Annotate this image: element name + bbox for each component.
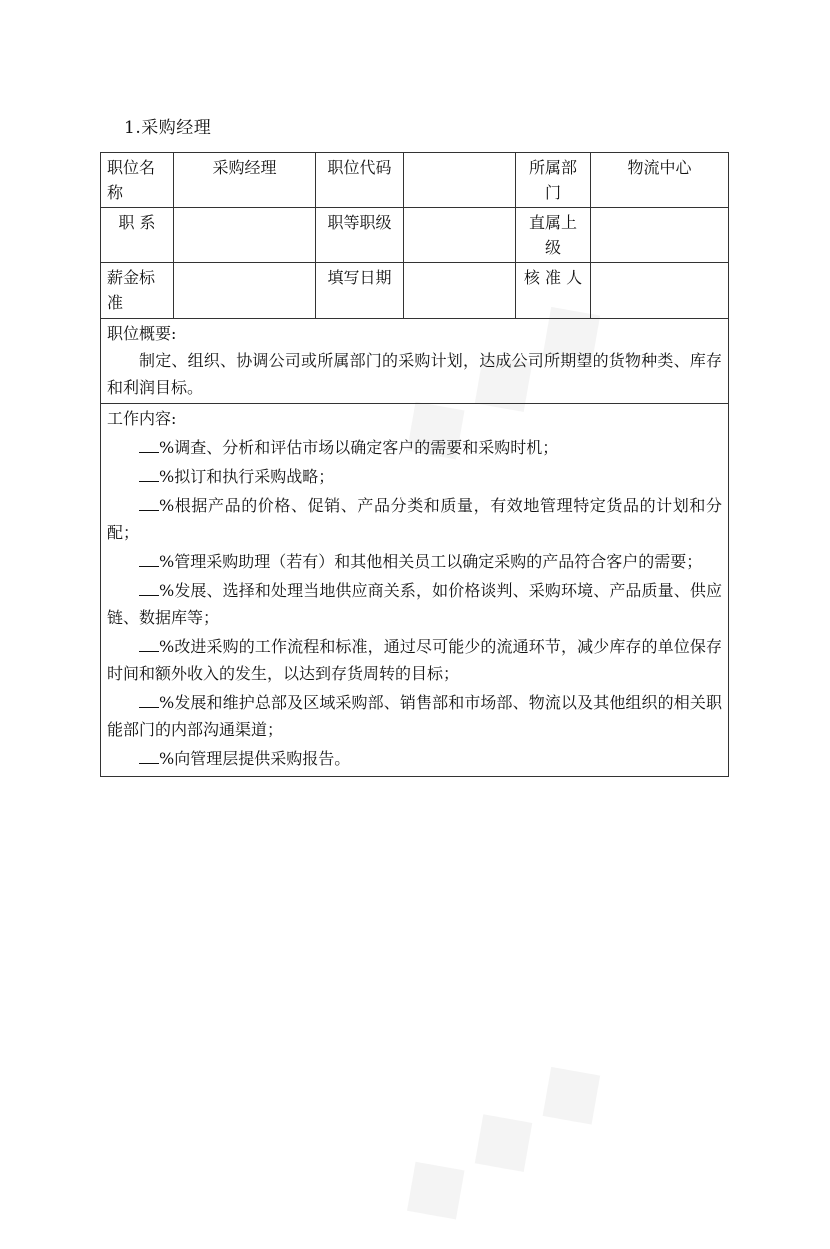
table-row — [101, 263, 729, 319]
duty-item — [107, 492, 722, 546]
table-row — [101, 153, 729, 208]
duty-text: %根据产品的价格、促销、产品分类和质量，有效地管理特定货品的计划和分配； — [107, 496, 722, 542]
fill-blank — [139, 749, 159, 764]
label-approver: 核 准 人 — [516, 263, 591, 319]
page-title: 1.采购经理 — [124, 118, 212, 138]
duty-text: %改进采购的工作流程和标准，通过尽可能少的流通环节，减少库存的单位保存时间和额外收入的发生，以达到存货周转的目标； — [107, 637, 722, 683]
label-fill-date: 填写日期 — [316, 263, 404, 319]
label-salary-standard: 薪金标准 — [101, 263, 174, 319]
duty-item — [107, 434, 722, 461]
label-direct-supervisor: 直属上级 — [516, 208, 591, 263]
duties-label: 工作内容: — [107, 409, 177, 428]
duty-item — [107, 463, 722, 490]
value-job-family — [174, 208, 316, 263]
duty-text: %管理采购助理（若有）和其他相关员工以确定采购的产品符合客户的需要； — [159, 552, 703, 571]
duty-text: %调查、分析和评估市场以确定客户的需要和采购时机； — [159, 438, 559, 457]
fill-blank — [139, 693, 159, 708]
value-approver — [591, 263, 729, 319]
label-position-code: 职位代码 — [316, 153, 404, 208]
duty-item — [107, 689, 722, 743]
fill-blank — [139, 496, 159, 511]
label-job-grade: 职等职级 — [316, 208, 404, 263]
value-department: 物流中心 — [591, 153, 729, 208]
duty-item — [107, 577, 722, 631]
label-job-family: 职 系 — [101, 208, 174, 263]
label-department: 所属部门 — [516, 153, 591, 208]
value-salary-standard — [174, 263, 316, 319]
value-position-name: 采购经理 — [174, 153, 316, 208]
duty-text: %拟订和执行采购战略； — [159, 467, 335, 486]
duty-text: %发展和维护总部及区域采购部、销售部和市场部、物流以及其他组织的相关职能部门的内部沟通渠道； — [107, 693, 722, 739]
value-job-grade — [404, 208, 516, 263]
fill-blank — [139, 581, 159, 596]
duty-text: %向管理层提供采购报告。 — [159, 749, 351, 768]
value-fill-date — [404, 263, 516, 319]
fill-blank — [139, 637, 159, 652]
job-description-table — [100, 152, 729, 777]
duties-section — [101, 404, 729, 777]
table-row — [101, 208, 729, 263]
duty-text: %发展、选择和处理当地供应商关系，如价格谈判、采购环境、产品质量、供应链、数据库等； — [107, 581, 722, 627]
overview-label: 职位概要: — [107, 324, 177, 343]
fill-blank — [139, 438, 159, 453]
overview-text: 制定、组织、协调公司或所属部门的采购计划，达成公司所期望的货物种类、库存和利润目标。 — [107, 351, 722, 397]
label-position-name: 职位名称 — [101, 153, 174, 208]
watermark-bottom — [372, 1018, 637, 1248]
table-row-overview — [101, 319, 729, 404]
table-row-duties — [101, 404, 729, 777]
fill-blank — [139, 467, 159, 482]
overview-section — [101, 319, 729, 404]
duty-item — [107, 745, 722, 772]
duty-item — [107, 548, 722, 575]
value-direct-supervisor — [591, 208, 729, 263]
value-position-code — [404, 153, 516, 208]
duty-item — [107, 633, 722, 687]
fill-blank — [139, 552, 159, 567]
